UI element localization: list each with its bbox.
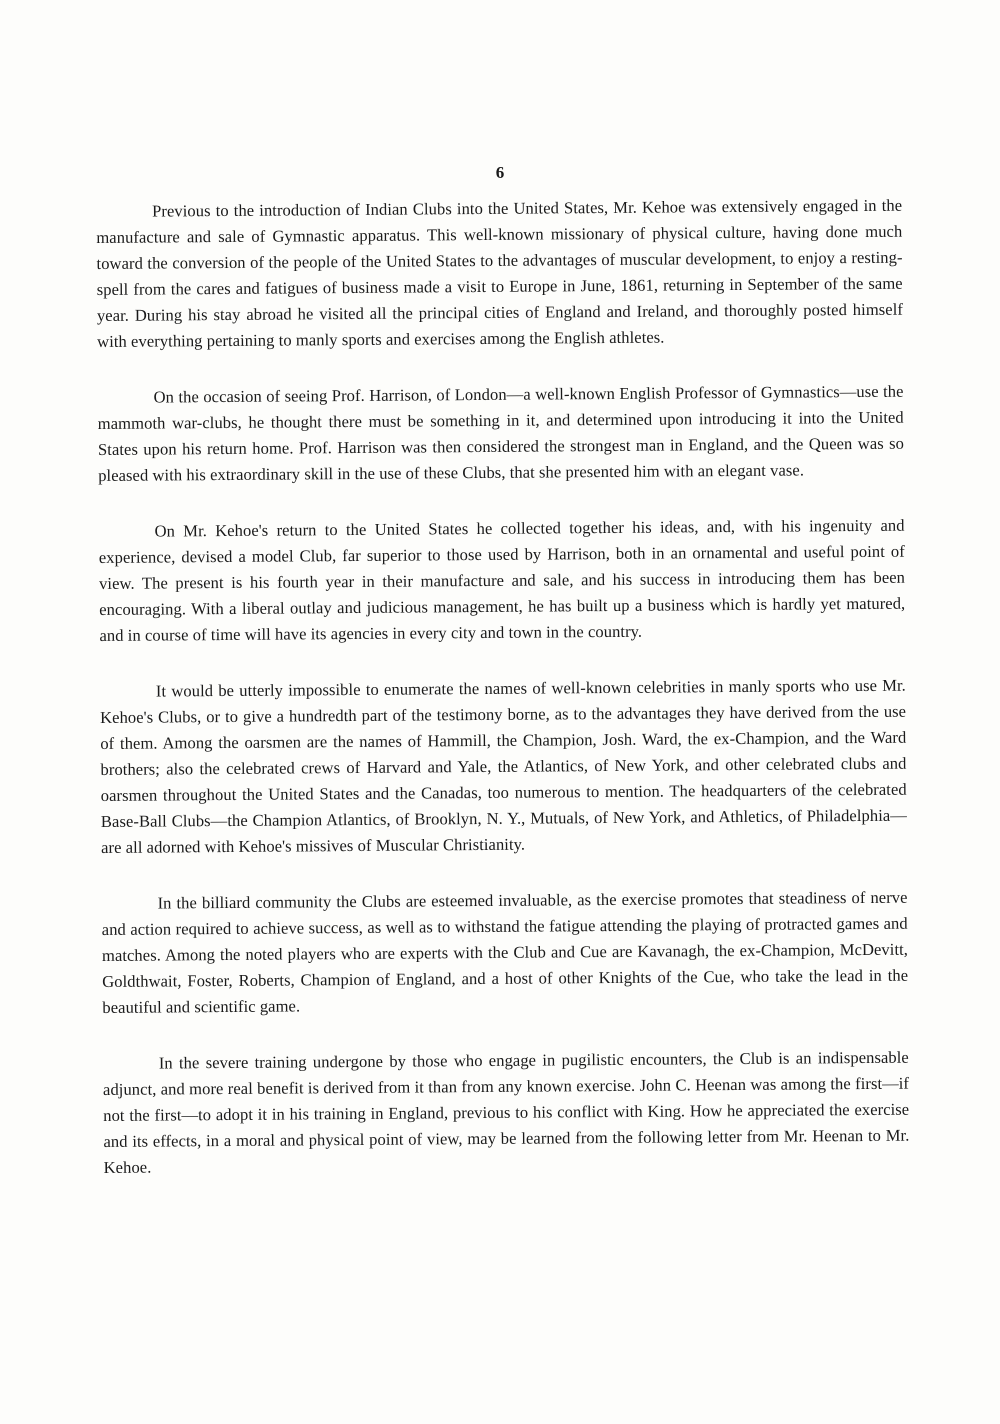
paragraph-pugilism: In the severe training undergone by those who engage in pugilistic encounters, the Club is an indispensable adjunct, and more real benefit is derived from it than from any known exercise. John C. Heenan was among the first—if not the first—to adopt it in his training in England, previous to his conflict with King. How he appreciated the exercise and its effects, in a moral and physical point of view, may be learned from the following letter from Mr. Heenan to Mr. Kehoe. xyxy=(102,1047,910,1177)
paragraph-intro: Previous to the introduction of Indian Clubs into the United States, Mr. Kehoe was extensively engaged in the manufacture and sale of Gymnastic apparatus. This well-known missionary of physical culture, having done much toward the conversion of the people of the United States to the advantages of muscular development, to enjoy a resting-spell from the cares and fatigues of business made a visit to Europe in June, 1861, returning in September of the same year. During his stay abroad he visited all the principal cities of England and Ireland, and thoroughly posted himself with everything pertaining to manly sports and exercises among the English athletes. xyxy=(96,195,903,351)
paragraph-celebrities: It would be utterly impossible to enumerate the names of well-known celebrities in manly sports who use Mr. Kehoe's Clubs, or to give a hundredth part of the testimony borne, as to the advantages they have derived from the use of them. Among the oarsmen are the names of Hammill, the Champion, Josh. Ward, the ex-Champion, and the Ward brothers; also the celebrated crews of Harvard and Yale, the Atlantics, of New York, and other celebrated clubs and oarsmen throughout the United States and the Canadas, too numerous to mention. The headquarters of the celebrated Base-Ball Clubs—the Champion Atlantics, of Brooklyn, N. Y., Mutuals, of New York, and Athletics, of Philadelphia—are all adorned with Kehoe's missives of Muscular Christianity. xyxy=(99,675,907,857)
paragraph-billiards: In the billiard community the Clubs are esteemed invaluable, as the exercise promotes that steadiness of nerve and action required to achieve success, as well as to withstand the fatigue attending the playing of protracted games and matches. Among the noted players who are experts with the Club and Cue are Kavanagh, the ex-Champion, McDevitt, Goldthwait, Foster, Roberts, Champion of England, and a host of other Knights of the Cue, who take the lead in the beautiful and scientific game. xyxy=(101,887,909,1017)
body-text xyxy=(96,193,910,1181)
paragraph-harrison: On the occasion of seeing Prof. Harrison, of London—a well-known English Professor of Gymnastics—use the mammoth war-clubs, he thought there must be something in it, and determined upon introducing it into the United States upon his return home. Prof. Harrison was then considered the strongest man in England, and the Queen was so pleased with his extraordinary skill in the use of these Clubs, that she presented him with an elegant vase. xyxy=(97,381,905,485)
paragraph-model-club: On Mr. Kehoe's return to the United States he collected together his ideas, and, with his ingenuity and experience, devised a model Club, far superior to those used by Harrison, both in an ornamental and useful point of view. The present is his fourth year in their manufacture and sale, and his success in introducing them has been encouraging. With a liberal outlay and judicious management, he has built up a business which is hardly yet matured, and in course of time will have its agencies in every city and town in the country. xyxy=(98,515,906,645)
page-number: 6 xyxy=(495,163,505,182)
